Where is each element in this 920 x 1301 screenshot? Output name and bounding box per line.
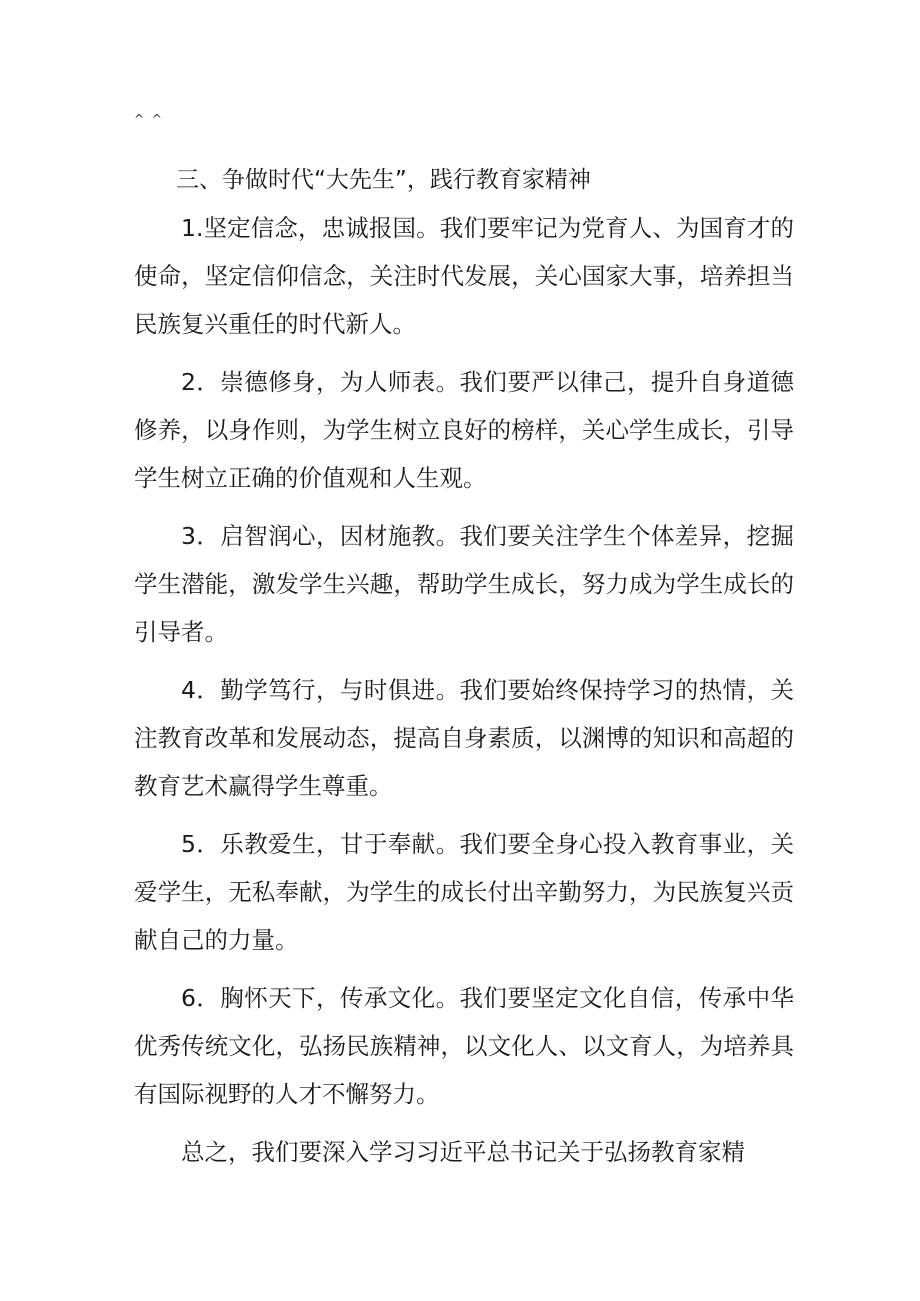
paragraph-3: 3．启智润心，因材施教。我们要关注学生个体差异，挖掘学生潜能，激发学生兴趣，帮助学生成长，努力成为学生成长的引导者。	[134, 522, 794, 646]
paragraph-conclusion: 总之，我们要深入学习习近平总书记关于弘扬教育家精	[181, 1138, 745, 1166]
section-heading: 三、争做时代“大先生”，践行教育家精神	[176, 167, 591, 193]
document-body	[134, 204, 794, 1186]
top-mark: ^ ^	[134, 112, 164, 126]
paragraph-5: 5．乐教爱生，甘于奉献。我们要全身心投入教育事业，关爱学生，无私奉献，为学生的成长付出辛勤努力，为民族复兴贡献自己的力量。	[134, 830, 794, 954]
paragraph-2: 2．崇德修身，为人师表。我们要严以律己，提升自身道德修养，以身作则，为学生树立良好的榜样，关心学生成长，引导学生树立正确的价值观和人生观。	[134, 368, 794, 492]
paragraph-1: 1.坚定信念，忠诚报国。我们要牢记为党育人、为国育才的使命，坚定信仰信念，关注时代发展，关心国家大事，培养担当民族复兴重任的时代新人。	[134, 214, 794, 338]
paragraph-4: 4．勤学笃行，与时俱进。我们要始终保持学习的热情，关注教育改革和发展动态，提高自身素质，以渊博的知识和高超的教育艺术赢得学生尊重。	[134, 676, 794, 800]
paragraph-6: 6．胸怀天下，传承文化。我们要坚定文化自信，传承中华优秀传统文化，弘扬民族精神，以文化人、以文育人，为培养具有国际视野的人才不懈努力。	[134, 984, 794, 1108]
